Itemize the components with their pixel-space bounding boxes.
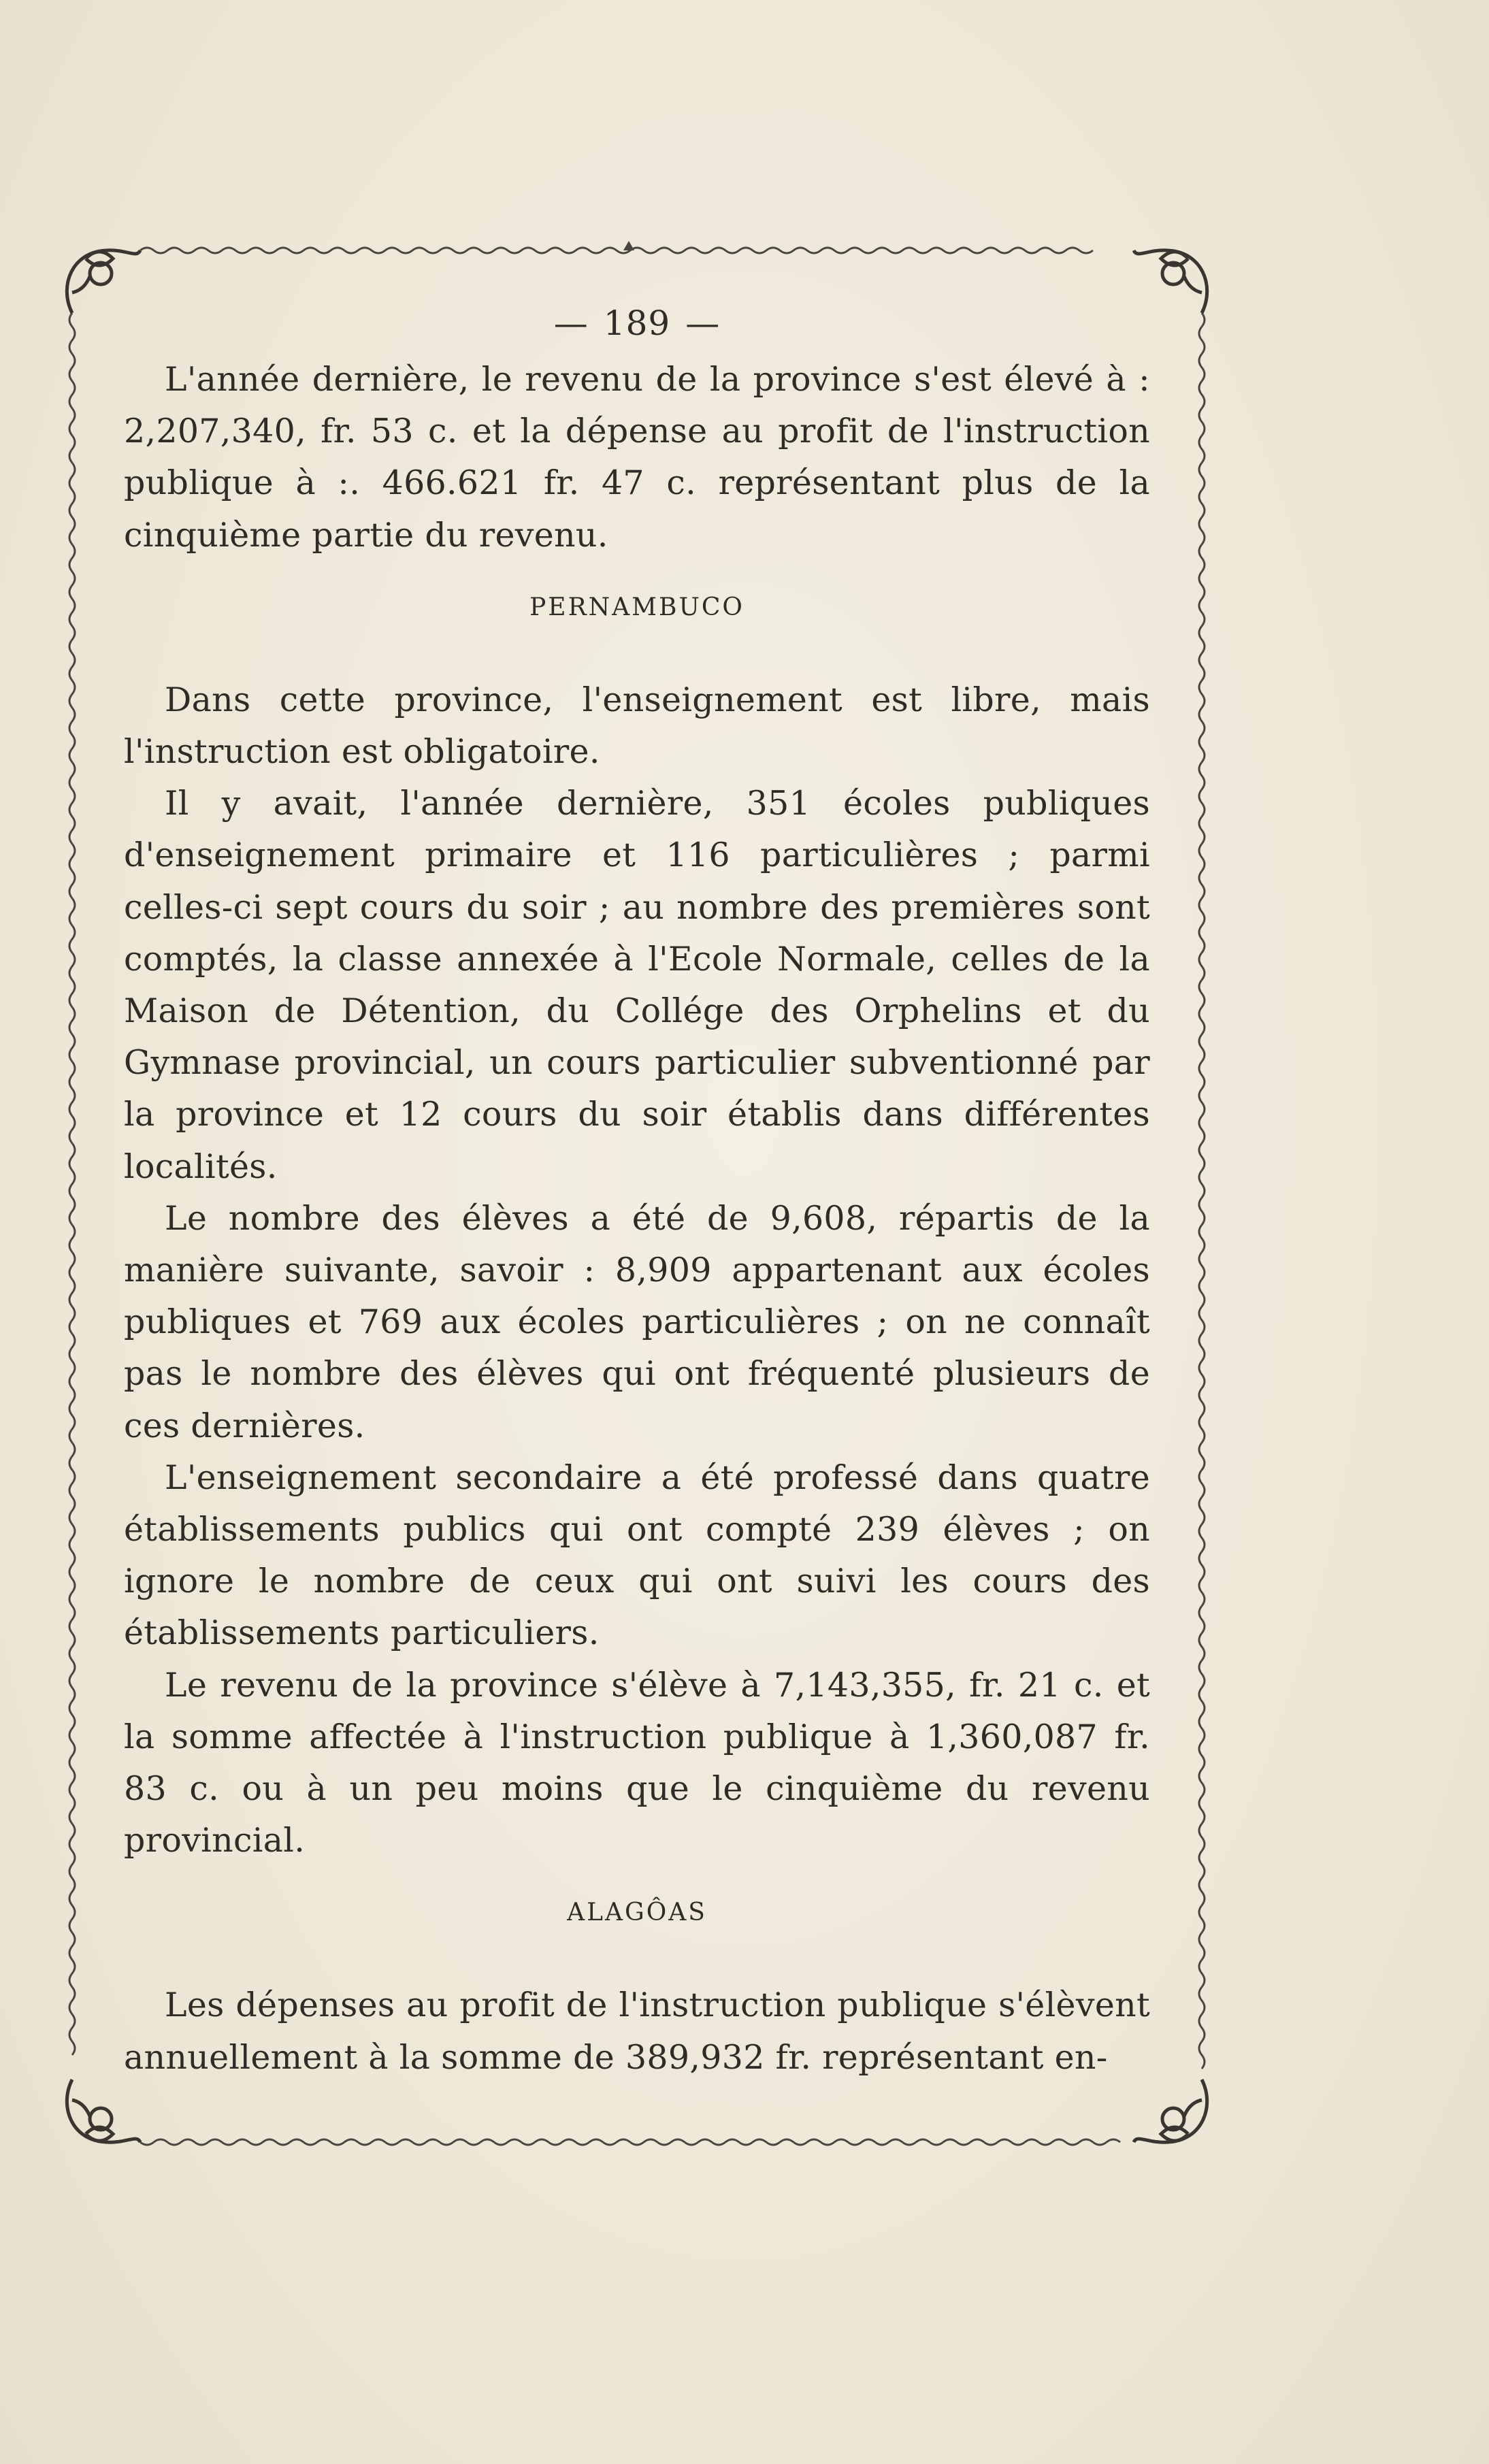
top-border-line [140,248,1093,253]
corner-ornament-bottom-right [1134,2080,1207,2142]
page-number-value: 189 [603,303,671,343]
section-title-alagoas: ALAGÔAS [567,1899,707,1927]
section-title-pernambuco: PERNAMBUCO [529,593,744,621]
corner-ornament-bottom-left [67,2080,140,2142]
page-number-dash-left: — [553,303,589,343]
pernambuco-paragraph-5: Le revenu de la province s'élève à 7,143,355, fr. 21 c. et la somme affectée à l'instruction publique à 1,360,087 fr. 83 c. ou à un peu moins que le cinquième du revenu provincial. [124,1665,1150,1860]
pernambuco-paragraph-4: L'enseignement secondaire a été professé dans quatre établissements publics qui ont compté 239 élèves ; on ignore le nombre de ceux qui ont suivi les cours des établissements particuliers. [124,1458,1150,1653]
intro-paragraph: L'année dernière, le revenu de la province s'est élevé à : 2,207,340, fr. 53 c. et la dépense au profit de l'instruction publique à :. 466.621 fr. 47 c. représentant plus de la cinquième partie du revenu. [124,360,1150,555]
top-center-ornament [623,241,634,250]
left-border-line [69,313,75,2055]
bottom-border-line [140,2139,1120,2145]
alagoas-paragraph-1: Les dépenses au profit de l'instruction publique s'élèvent annuellement à la somme de 389,932 fr. représentant en- [124,1986,1150,2077]
pernambuco-paragraph-1: Dans cette province, l'enseignement est libre, mais l'instruction est obligatoire. [124,680,1150,772]
page-number [124,293,1150,354]
pernambuco-paragraph-2: Il y avait, l'année dernière, 351 écoles publiques d'enseignement primaire et 116 particulières ; parmi celles-ci sept cours du soir ; au nombre des premières sont comptés, la classe annexée à l'Ecole Normale, celles de la Maison de Détention, du Collége des Orphelins et du Gymnase provincial, un cours particulier subventionné par la province et 12 cours du soir établis dans différentes localités. [124,784,1150,1186]
pernambuco-paragraph-3: Le nombre des élèves a été de 9,608, répartis de la manière suivante, savoir : 8,909 appartenant aux écoles publiques et 769 aux écoles particulières ; on ne connaît pas le nombre des élèves qui ont fréquenté plusieurs de ces dernières. [124,1198,1150,1445]
page-number-dash-right: — [685,303,721,343]
page-text [124,293,1150,2084]
right-border-line [1199,313,1205,2069]
